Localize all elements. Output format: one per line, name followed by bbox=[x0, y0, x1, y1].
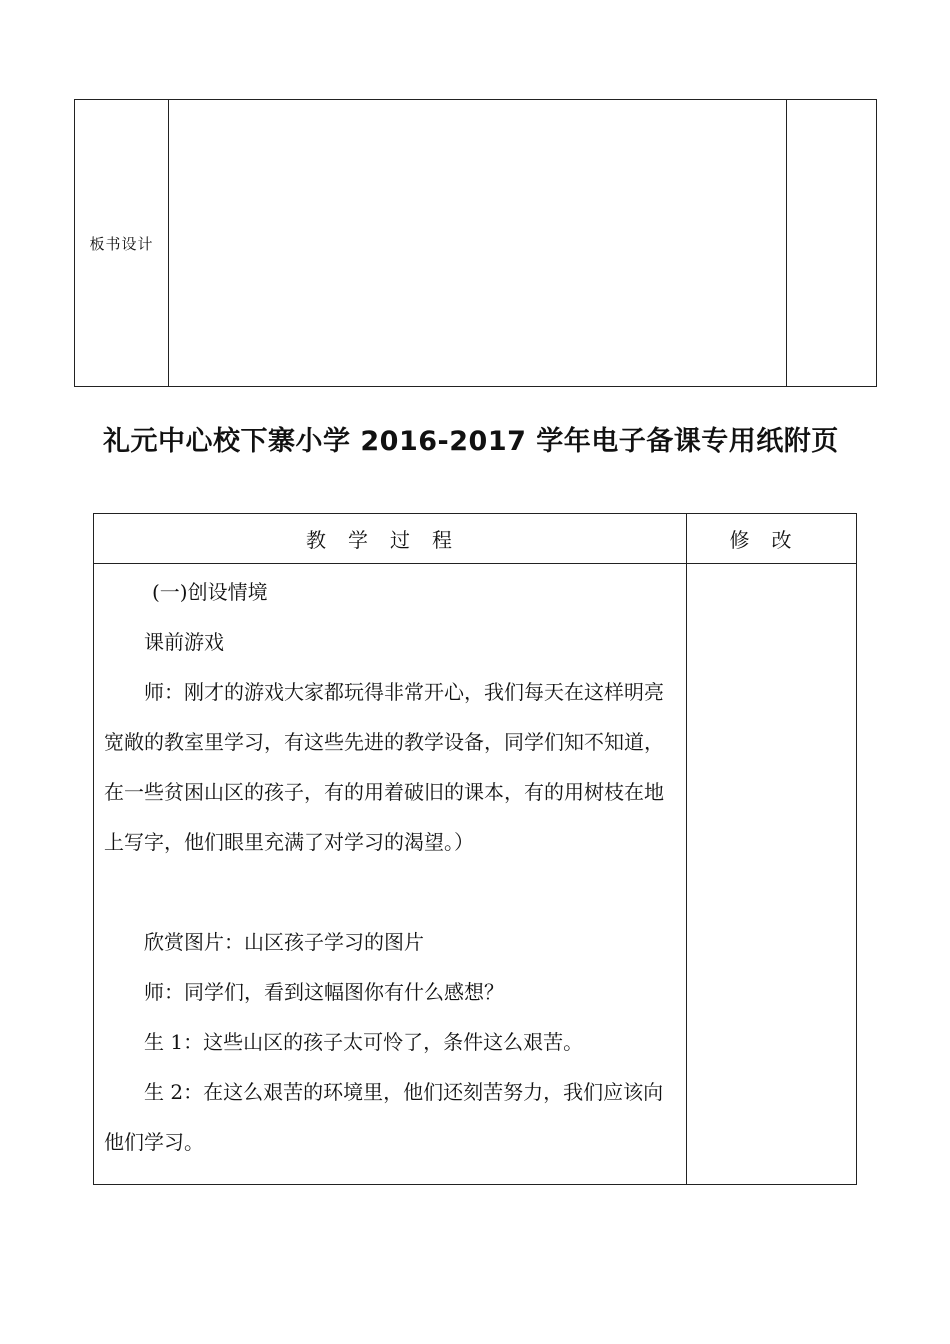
board-design-content-cell bbox=[169, 100, 787, 386]
header-teaching-process: 教学过程 bbox=[94, 514, 687, 563]
lesson-process-table bbox=[93, 513, 857, 1185]
paragraph-teacher-question: 师：同学们，看到这幅图你有什么感想？ bbox=[144, 980, 504, 1004]
table-header-row bbox=[94, 514, 856, 564]
paragraph-pre-class-game: 课前游戏 bbox=[144, 630, 224, 654]
board-design-notes-cell bbox=[787, 100, 876, 386]
board-design-table bbox=[74, 99, 877, 387]
header-revision: 修改 bbox=[729, 528, 814, 552]
board-design-label: 板书设计 bbox=[75, 100, 169, 386]
section-heading: (一)创设情境 bbox=[152, 580, 268, 604]
teaching-process-cell bbox=[94, 564, 687, 1184]
revision-cell bbox=[687, 564, 856, 1184]
paragraph-student-1: 生 1：这些山区的孩子太可怜了，条件这么艰苦。 bbox=[144, 1030, 584, 1054]
paragraph-image-appreciation: 欣赏图片：山区孩子学习的图片 bbox=[144, 930, 424, 954]
document-title: 礼元中心校下寨小学 2016-2017 学年电子备课专用纸附页 bbox=[103, 426, 839, 457]
paragraph-student-2: 生 2：在这么艰苦的环境里，他们还刻苦努力，我们应该向他们学习。 bbox=[104, 1080, 664, 1154]
paragraph-teacher-intro: 师：刚才的游戏大家都玩得非常开心，我们每天在这样明亮宽敞的教室里学习，有这些先进的教学设备，同学们知不知道，在一些贫困山区的孩子，有的用着破旧的课本，有的用树枝在地上写字，他们眼里充满了对学习的渴望。） bbox=[104, 680, 664, 854]
